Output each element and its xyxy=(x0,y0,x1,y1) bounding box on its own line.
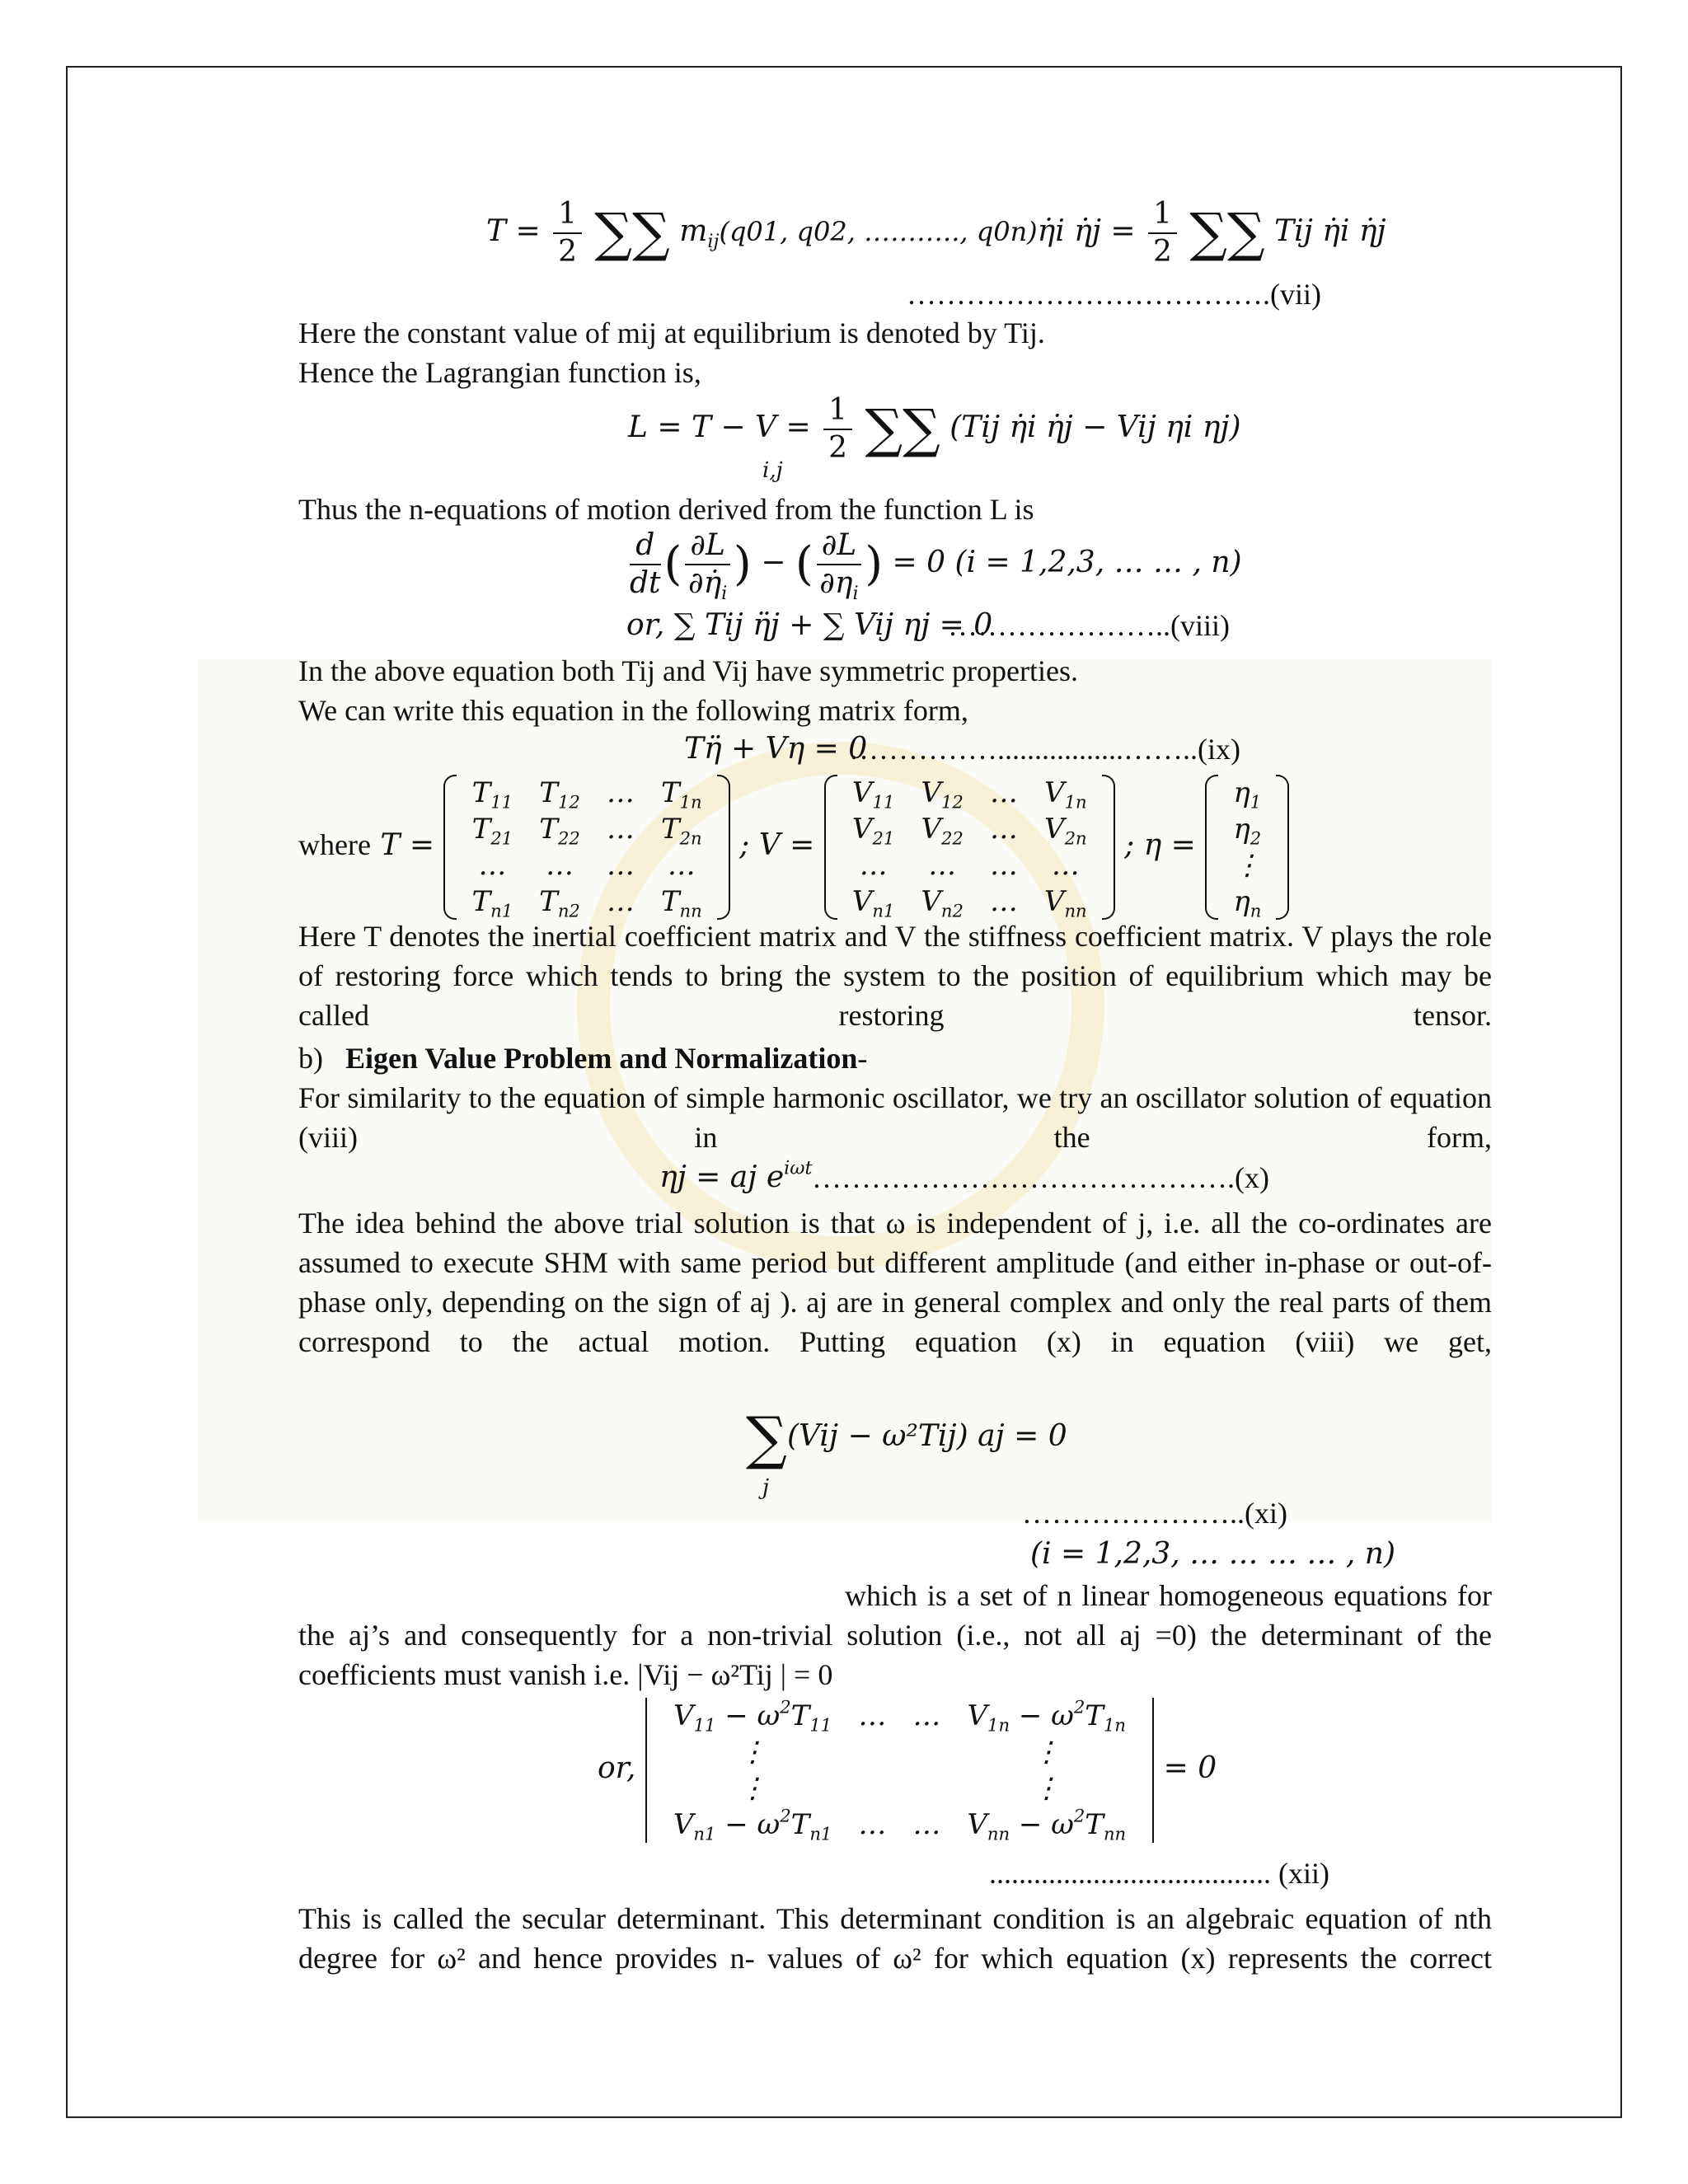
text-line: We can write this equation in the following matrix form, xyxy=(298,694,968,727)
inertia-matrix: $T_{11}$ $T_{12}$ … $T_{1n}$ $T_{21}$ $T_{22}$ … $T_{2n}$ … … … … $T_{n1}$ $T_{n2}$ … $T_{nn}$ xyxy=(443,775,729,920)
text-line: degree for ω² and hence provides n- values of ω² for which equation (x) represents the correct xyxy=(298,1942,1492,1975)
equation-xi: ∑(Vij − ω²Tij) aj = 0 xyxy=(746,1404,1067,1472)
secular-determinant: or, $V_{11} - \omega^2T_{11}$ … … $V_{1n} - \omega^2T_{1n}$ ⋮ ⋮ ⋮ ⋮ $V_{n1} - \omega^2T_{n1}$ … … $V_{nn} - \omega^2T_{nn}$ = 0 xyxy=(598,1696,1217,1844)
equation-number-vii: ……………………………….(vii) xyxy=(907,278,1321,311)
equation-number-xii: ...................................... (xii) xyxy=(989,1857,1329,1890)
eta-vector: $\eta_1$ $\eta_2$ ⋮ $\eta_n$ xyxy=(1205,775,1289,920)
equation-euler-lagrange: $\frac{d}{dt}$ ( $\frac{\partial L}{\partial\etȧ_i}$ ) − ( $\frac{\partial L}{\partial\eta_i}$ ) = 0 (i = 1,2,3, … … , n) xyxy=(630,528,1242,604)
matrix-definitions: where T = $T_{11}$ $T_{12}$ … $T_{1n}$ $T_{21}$ $T_{22}$ … $T_{2n}$ … … … … $T_{n1}$ $T_{n2}$ … $T_{nn}$ ; V = $V_{11}$ $V_{12}$ … $V_{1n}$ $V_{21}$ $V_{22}$ … $V_{2n}$ … … … … $V_{n1}$ $V_{n2}$ … $V_{nn}$ ; η = $\eta_1$ $\eta_2$ ⋮ $\eta_n$ xyxy=(298,775,1289,920)
text-line: Thus the n-equations of motion derived from the function L is xyxy=(298,493,1034,526)
text-line: coefficients must vanish i.e. |Vij − ω²Tij | = 0 xyxy=(298,1658,833,1691)
sum-index-ij: i,j xyxy=(762,458,783,483)
equation-number-viii: …………………..(viii) xyxy=(948,609,1230,642)
paragraph-similarity: For similarity to the equation of simple harmonic oscillator, we try an oscillator solution of equation (viii) in the form, xyxy=(298,1081,1492,1154)
equation-viii: or, ∑ Tij η̈j + ∑ Vij ηj = 0 xyxy=(626,608,993,642)
equation-ix: Tη̈ + Vη = 0 xyxy=(684,732,868,766)
paragraph-idea: The idea behind the above trial solution is that ω is independent of j, i.e. all the co-ordinates are assumed to execute SHM with same period but different amplitude (and either in-phase or out-of-phase only, depending on the sign of aj ). aj are in general complex and only the real parts of them correspond to the actual motion. Putting equation (x) in equation (viii) we get, xyxy=(298,1207,1492,1358)
equation-xi-range: (i = 1,2,3, … … … … , n) xyxy=(1030,1537,1395,1571)
section-heading: b) Eigen Value Problem and Normalization- xyxy=(298,1042,868,1075)
equation-number-ix: …………….................……..(ix) xyxy=(849,733,1240,766)
equation-number-x: …………………………………….(x) xyxy=(812,1161,1269,1194)
equation-number-xi: …………………..(xi) xyxy=(1022,1497,1287,1530)
sum-index-j: j xyxy=(762,1475,770,1500)
equation-lagrangian: L = T − V = $\frac{1}{2}$ ∑∑ (Tij η̇i η̇j − Vij ηi ηj) xyxy=(628,393,1241,465)
determinant-matrix: $V_{11} - \omega^2T_{11}$ … … $V_{1n} - \omega^2T_{1n}$ ⋮ ⋮ ⋮ ⋮ $V_{n1} - \omega^2T_{n1}$ … … $V_{nn} - \omega^2T_{nn}$ xyxy=(645,1698,1154,1843)
text-line: Here the constant value of mij at equilibrium is denoted by Tij. xyxy=(298,316,1045,349)
text-line: the aj’s and consequently for a non-trivial solution (i.e., not all aj =0) the determinant of the xyxy=(298,1619,1492,1652)
equation-x: ηj = aj $e^{i\omega t}$ xyxy=(659,1157,813,1194)
section-title: Eigen Value Problem and Normalization xyxy=(345,1042,858,1075)
text-line: In the above equation both Tij and Vij have symmetric properties. xyxy=(298,654,1079,687)
equation-vii: T = $\frac{1}{2}$ ∑∑ $m_{ij}(q01$, q02, ……….., q0n)η̇i η̇j = $\frac{1}{2}$ ∑∑ Tij η̇i η̇j xyxy=(486,197,1386,269)
text-line: which is a set of n linear homogeneous equations for xyxy=(845,1579,1492,1612)
stiffness-matrix: $V_{11}$ $V_{12}$ … $V_{1n}$ $V_{21}$ $V_{22}$ … $V_{2n}$ … … … … $V_{n1}$ $V_{n2}$ … $V_{nn}$ xyxy=(824,775,1115,920)
text-line: Hence the Lagrangian function is, xyxy=(298,356,701,389)
paragraph-inertial: Here T denotes the inertial coefficient matrix and V the stiffness coefficient matrix. V plays the role of restoring force which tends to bring the system to the position of equilibrium which may be called restoring tensor. xyxy=(298,920,1492,1032)
text-line: This is called the secular determinant. This determinant condition is an algebraic equation of nth xyxy=(298,1902,1492,1935)
